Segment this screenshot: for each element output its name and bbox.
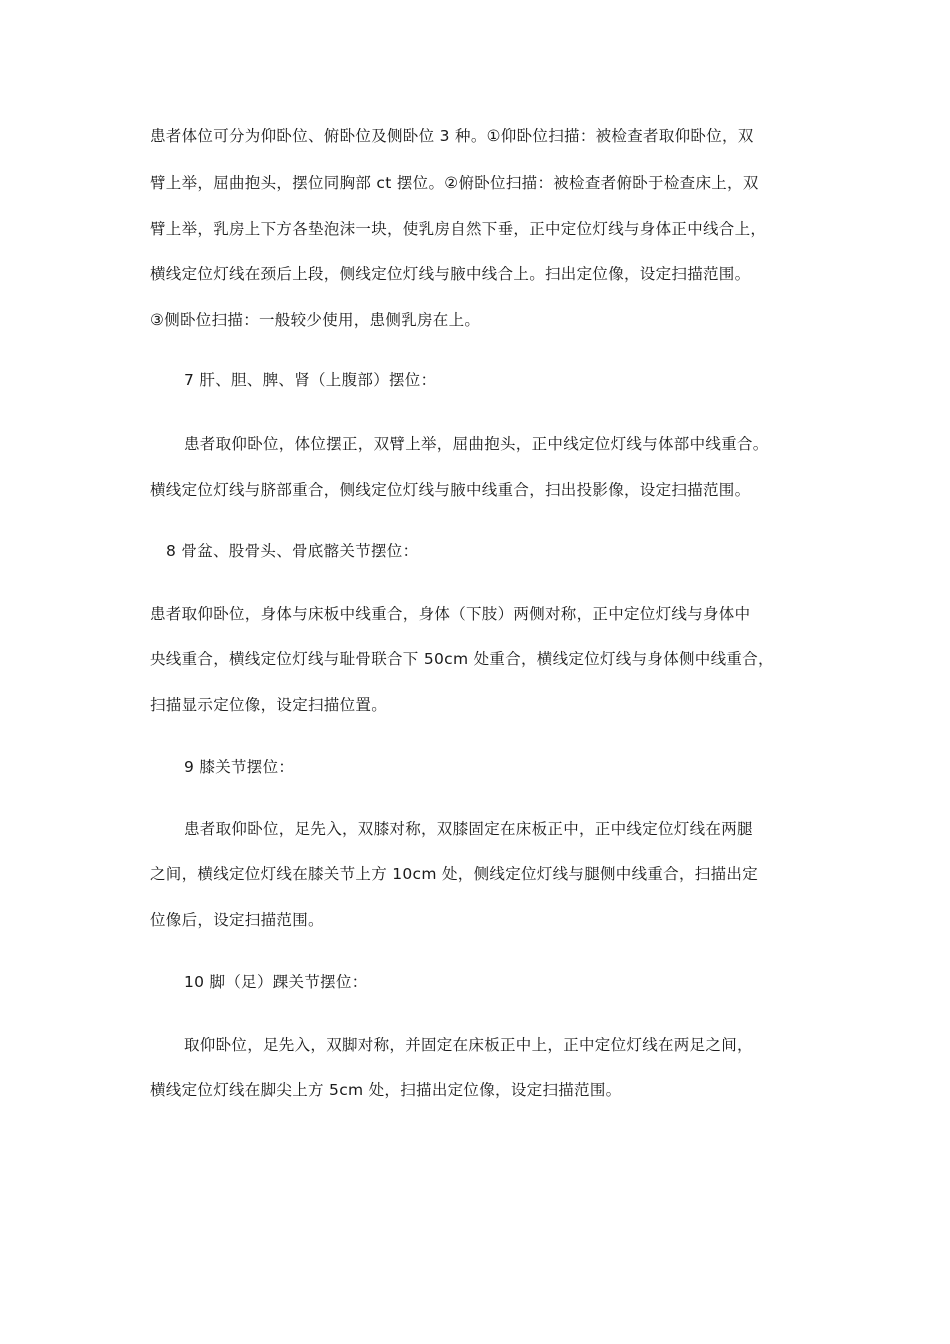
para-pelvis-line-1: 患者取仰卧位，身体与床板中线重合，身体（下肢）两侧对称，正中定位灯线与身体中 [150, 605, 751, 623]
para-abdomen-line-2: 横线定位灯线与脐部重合，侧线定位灯线与腋中线重合，扫出投影像，设定扫描范围。 [150, 481, 751, 499]
para-breast-line-1: 患者体位可分为仰卧位、俯卧位及侧卧位 3 种。①仰卧位扫描：被检查者取仰卧位，双 [150, 127, 754, 145]
heading-7-upper-abdomen: 7 肝、胆、脾、肾（上腹部）摆位： [184, 371, 437, 389]
heading-9-knee: 9 膝关节摆位： [184, 758, 295, 776]
heading-10-ankle: 10 脚（足）踝关节摆位： [184, 973, 368, 991]
para-abdomen-line-1: 患者取仰卧位，体位摆正，双臂上举，屈曲抱头，正中线定位灯线与体部中线重合。 [184, 435, 769, 453]
para-knee-line-1: 患者取仰卧位，足先入，双膝对称，双膝固定在床板正中，正中线定位灯线在两腿 [184, 820, 753, 838]
para-ankle-line-1: 取仰卧位，足先入，双脚对称，并固定在床板正中上，正中定位灯线在两足之间， [184, 1036, 753, 1054]
para-breast-line-2: 臂上举，屈曲抱头，摆位同胸部 ct 摆位。②俯卧位扫描：被检查者俯卧于检查床上，双 [150, 174, 759, 192]
para-pelvis-line-3: 扫描显示定位像，设定扫描位置。 [150, 696, 388, 714]
para-knee-line-3: 位像后，设定扫描范围。 [150, 911, 324, 929]
heading-8-pelvis: 8 骨盆、股骨头、骨底髂关节摆位： [166, 542, 419, 560]
para-breast-line-5: ③侧卧位扫描：一般较少使用，患侧乳房在上。 [150, 311, 481, 329]
para-knee-line-2: 之间，横线定位灯线在膝关节上方 10cm 处，侧线定位灯线与腿侧中线重合，扫描出定 [150, 865, 759, 883]
para-pelvis-line-2: 央线重合，横线定位灯线与耻骨联合下 50cm 处重合，横线定位灯线与身体侧中线重合， [150, 650, 774, 668]
para-ankle-line-2: 横线定位灯线在脚尖上方 5cm 处，扫描出定位像，设定扫描范围。 [150, 1081, 622, 1099]
para-breast-line-3: 臂上举，乳房上下方各垫泡沫一块，使乳房自然下垂，正中定位灯线与身体正中线合上， [150, 220, 767, 238]
para-breast-line-4: 横线定位灯线在颈后上段，侧线定位灯线与腋中线合上。扫出定位像，设定扫描范围。 [150, 265, 751, 283]
